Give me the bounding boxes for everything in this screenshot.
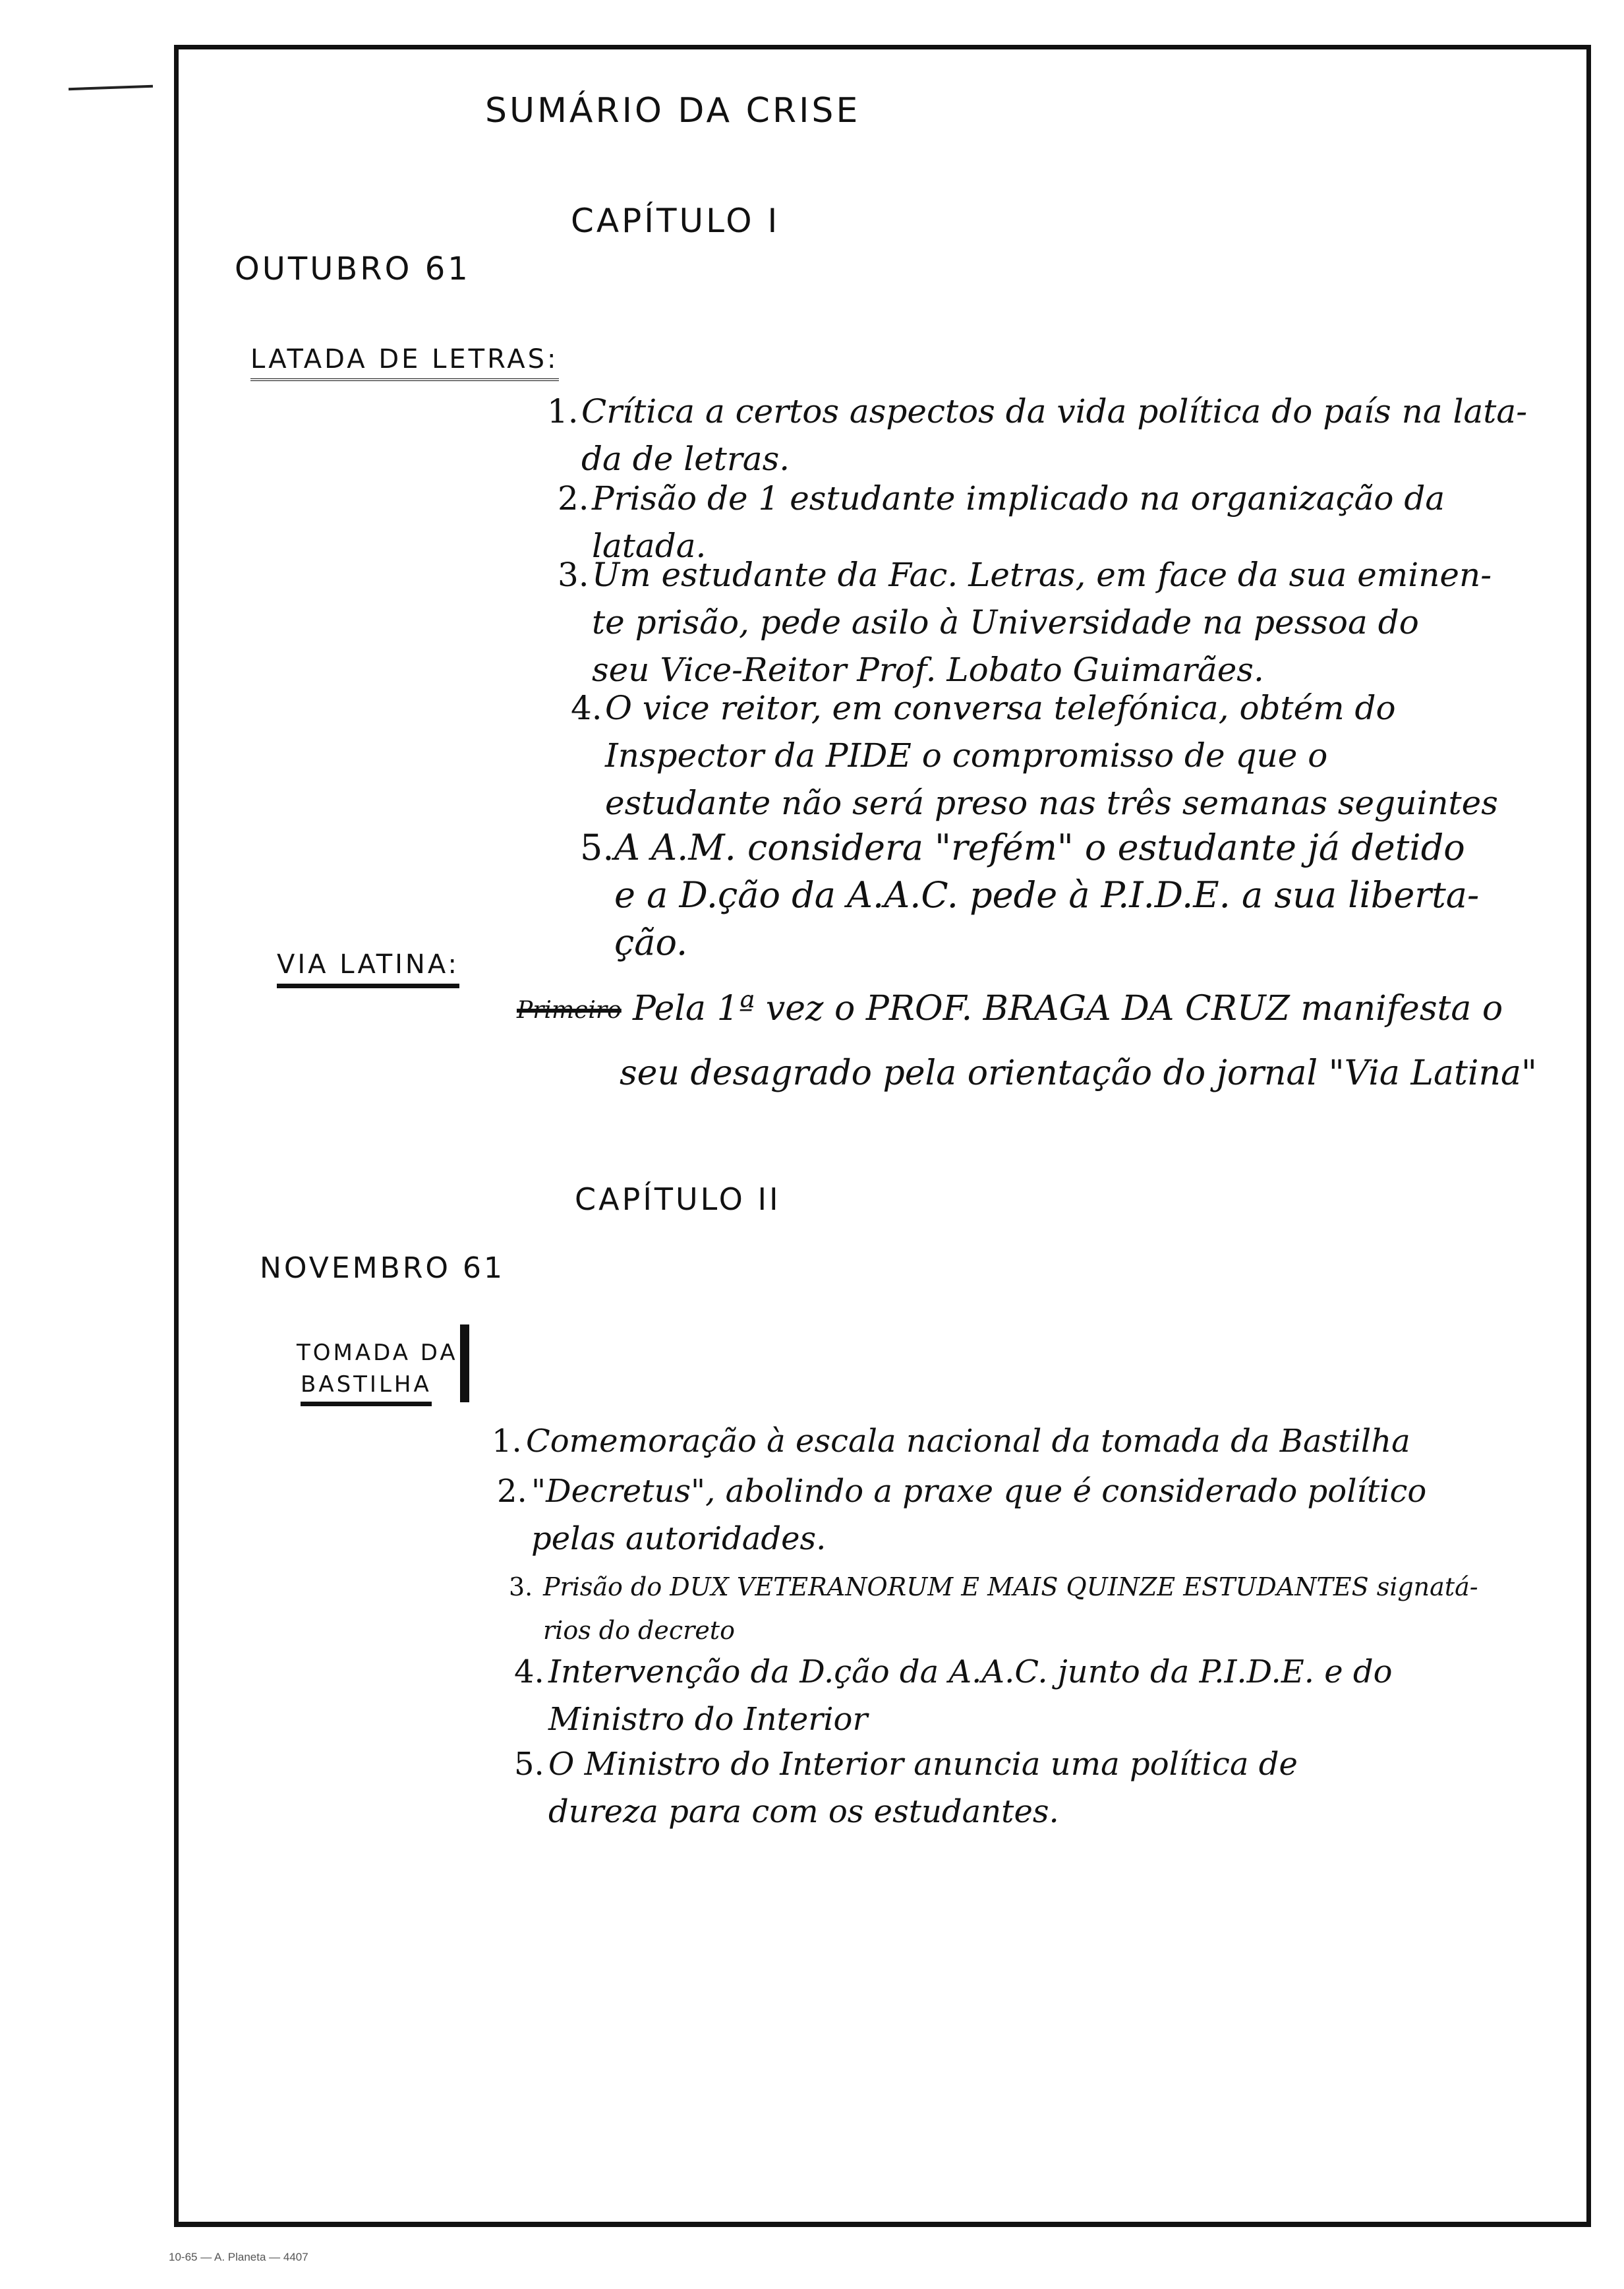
via-latina-line-1: Pela 1ª vez o PROF. BRAGA DA CRUZ manifesta o (633, 989, 1503, 1028)
list-item: 2. "Decretus", abolindo a praxe que é considerado político pelas autoridades. (497, 1473, 1427, 1557)
list-item: 5. O Ministro do Interior anuncia uma política de dureza para com os estudantes. (514, 1746, 1298, 1830)
section-label-tomada-line-2: BASTILHA (301, 1371, 432, 1406)
chapter-2-heading: CAPÍTULO II (575, 1181, 781, 1217)
section-label-tomada-line-1: TOMADA DA (297, 1340, 458, 1366)
chapter-2-month: NOVEMBRO 61 (260, 1251, 506, 1285)
list-item: 1. Comemoração à escala nacional da tomada da Bastilha (492, 1423, 1410, 1460)
chapter-1-month: OUTUBRO 61 (235, 251, 471, 287)
list-item: 4.O vice reitor, em conversa telefónica, obtém do Inspector da PIDE o compromisso de que o estudante não será preso nas três semanas seguintes (571, 689, 1498, 822)
list-item: 3. Prisão do DUX VETERANORUM E MAIS QUINZE ESTUDANTES signatá- rios do decreto (509, 1572, 1478, 1645)
section-label-via-latina: VIA LATINA: (277, 949, 459, 988)
section-label-latada: LATADA DE LETRAS: (250, 344, 559, 381)
list-item: 1.Crítica a certos aspectos da vida política do país na lata- da de letras. (547, 392, 1528, 478)
chapter-1-heading: CAPÍTULO I (571, 202, 780, 240)
list-item: 5.A A.M. considera "refém" o estudante já detido e a D.ção da A.A.C. pede à P.I.D.E. a sua liberta- ção. (580, 827, 1480, 963)
list-item: 4. Intervenção da D.ção da A.A.C. junto da P.I.D.E. e do Ministro do Interior (514, 1653, 1393, 1738)
page-title: SUMÁRIO DA CRISE (485, 91, 861, 131)
margin-pen-mark (69, 85, 153, 90)
list-item: 3.Um estudante da Fac. Letras, em face da sua eminen- te prisão, pede asilo à Universidade na pessoa do seu Vice-Reitor Prof. Lobato Guimarães. (558, 556, 1492, 689)
print-footer: 10-65 — A. Planeta — 4407 (169, 2251, 308, 2263)
via-latina-line-2: seu desagrado pela orientação do jornal "Via Latina" (620, 1054, 1537, 1093)
margin-bar (460, 1324, 469, 1402)
list-item: 2.Prisão de 1 estudante implicado na organização da latada. (558, 479, 1445, 565)
struck-word: Primeiro (517, 997, 622, 1024)
